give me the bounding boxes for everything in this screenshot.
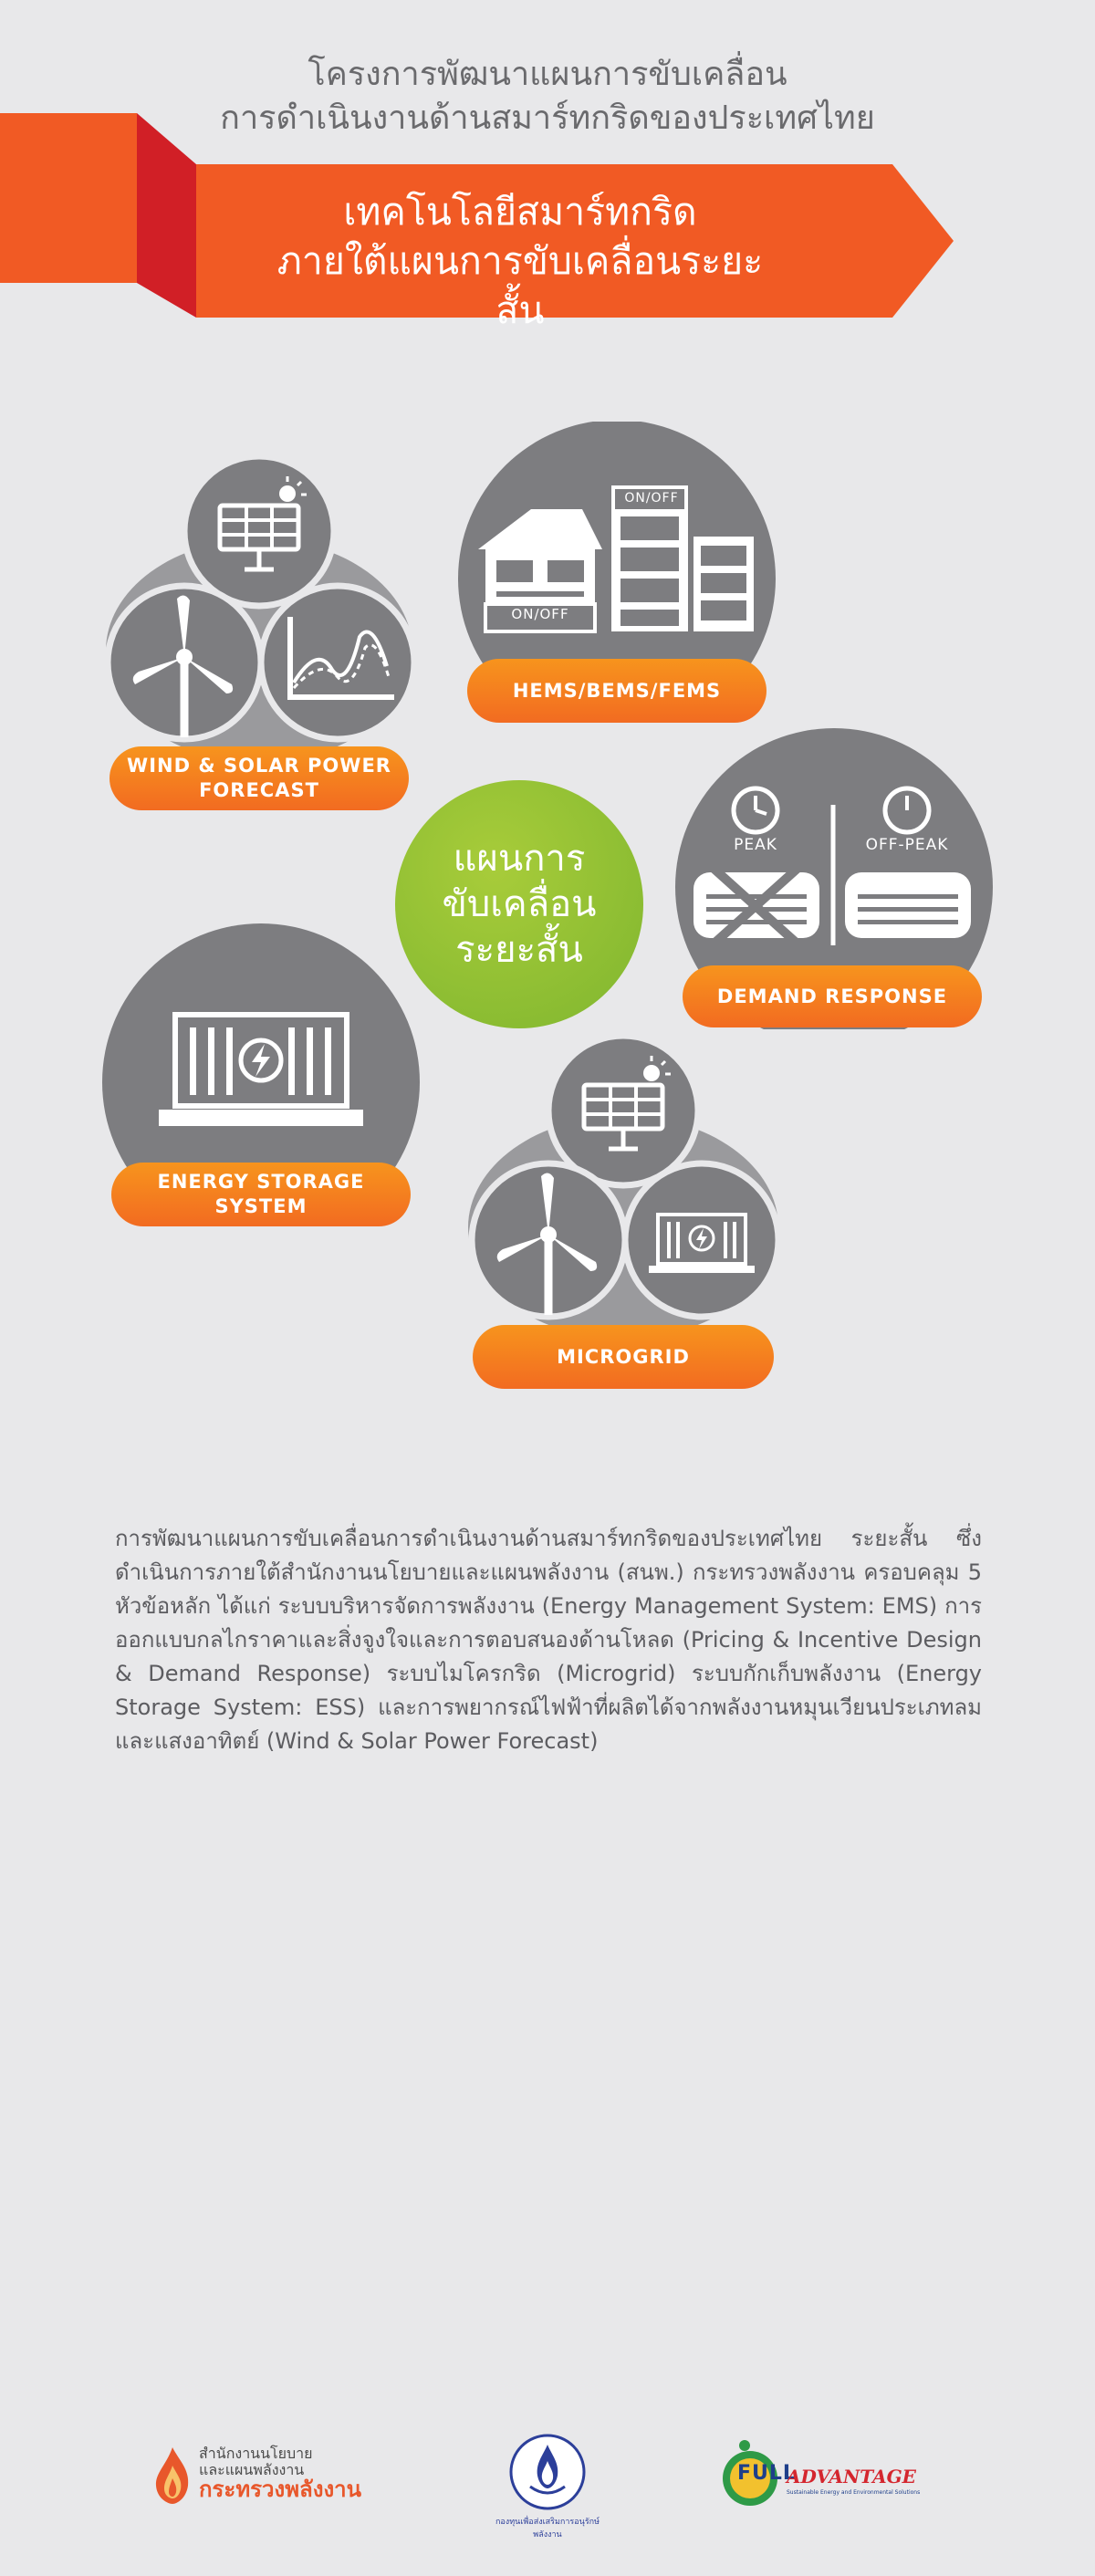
full-advantage-tagline: Sustainable Energy and Environmental Solutions (787, 2489, 921, 2496)
flame-icon (151, 2446, 193, 2506)
battery-container-icon (625, 1163, 778, 1317)
energy-conservation-fund-logo (505, 2432, 590, 2523)
peak-label: PEAK (734, 836, 777, 854)
energy-storage-badge (111, 1163, 411, 1226)
house-on-off-tag: ON/OFF (511, 606, 569, 622)
center-line-3: ระยะสั้น (455, 929, 583, 971)
banner-title-line-1: เทคโนโลยีสมาร์ทกริด (343, 190, 697, 234)
wind-solar-forecast-badge (110, 746, 409, 810)
full-advantage-full: FULL (737, 2462, 797, 2485)
eppo-logo (151, 2446, 425, 2504)
wind-solar-label-line-1: WIND & SOLAR POWER (127, 755, 391, 777)
building-on-off-tag: ON/OFF (624, 491, 679, 506)
eppo-line-2: และแผนพลังงาน (199, 2461, 305, 2478)
center-line-1: แผนการ (453, 838, 586, 880)
hems-bems-fems-badge: HEMS/BEMS/FEMS (467, 659, 766, 723)
forecast-graph-icon (261, 586, 414, 739)
banner-title-line-2: ภายใต้แผนการขับเคลื่อนระยะสั้น (276, 239, 764, 332)
wind-turbine-icon (472, 1163, 625, 1317)
banner-title (274, 187, 766, 335)
solar-panel-icon (184, 456, 334, 606)
wind-solar-cluster (99, 454, 427, 765)
storage-label-line-2: SYSTEM (214, 1195, 308, 1217)
header-title-line-1: โครงการพัฒนาแผนการขับเคลื่อน (308, 56, 787, 93)
center-line-2: ขับเคลื่อน (442, 883, 597, 925)
storage-label-line-1: ENERGY STORAGE (157, 1171, 365, 1193)
microgrid-cluster (461, 1034, 789, 1344)
full-advantage-advantage: ADVANTAGE (787, 2466, 916, 2487)
description-paragraph: การพัฒนาแผนการขับเคลื่อนการดำเนินงานด้านสมาร์ทกริดของประเทศไทย ระยะสั้น ซึ่งดำเนินการภายใต้สำนักงานนโยบายและแผนพลังงาน (สนพ.) กระทรวงพลังงาน ครอบคลุม 5 หัวข้อหลัก ได้แก่ ระบบบริหารจัดการพลังงาน (Energy Management System: EMS) การออกแบบกลไกราคาและสิ่งจูงใจและการตอบสนองด้านโหลด (Pricing & Incentive Design & Demand Response) ระบบไมโครกริด (Microgrid) ระบบกักเก็บพลังงาน (Energy Storage System: ESS) และการพยากรณ์ไฟฟ้าที่ผลิตได้จากพลังงานหมุนเวียนประเภทลมและแสงอาทิตย์ (Wind & Solar Power Forecast) (115, 1526, 982, 1754)
off-peak-label: OFF-PEAK (865, 836, 949, 854)
eppo-line-1: สำนักงานนโยบาย (199, 2445, 313, 2462)
wind-turbine-icon (108, 586, 261, 739)
eppo-line-3: กระทรวงพลังงาน (199, 2477, 362, 2502)
microgrid-badge: MICROGRID (473, 1325, 774, 1389)
wind-solar-label-line-2: FORECAST (199, 779, 319, 801)
header-title-line-2: การดำเนินงานด้านสมาร์ทกริดของประเทศไทย (220, 99, 875, 137)
demand-response-badge: DEMAND RESPONSE (683, 965, 982, 1027)
full-advantage-logo (717, 2438, 945, 2515)
fund-logo-text: กองทุนเพื่อส่งเสริมการอนุรักษ์พลังงาน (495, 2518, 600, 2539)
solar-panel-icon (548, 1036, 698, 1185)
center-short-term-plan-circle (395, 780, 643, 1028)
